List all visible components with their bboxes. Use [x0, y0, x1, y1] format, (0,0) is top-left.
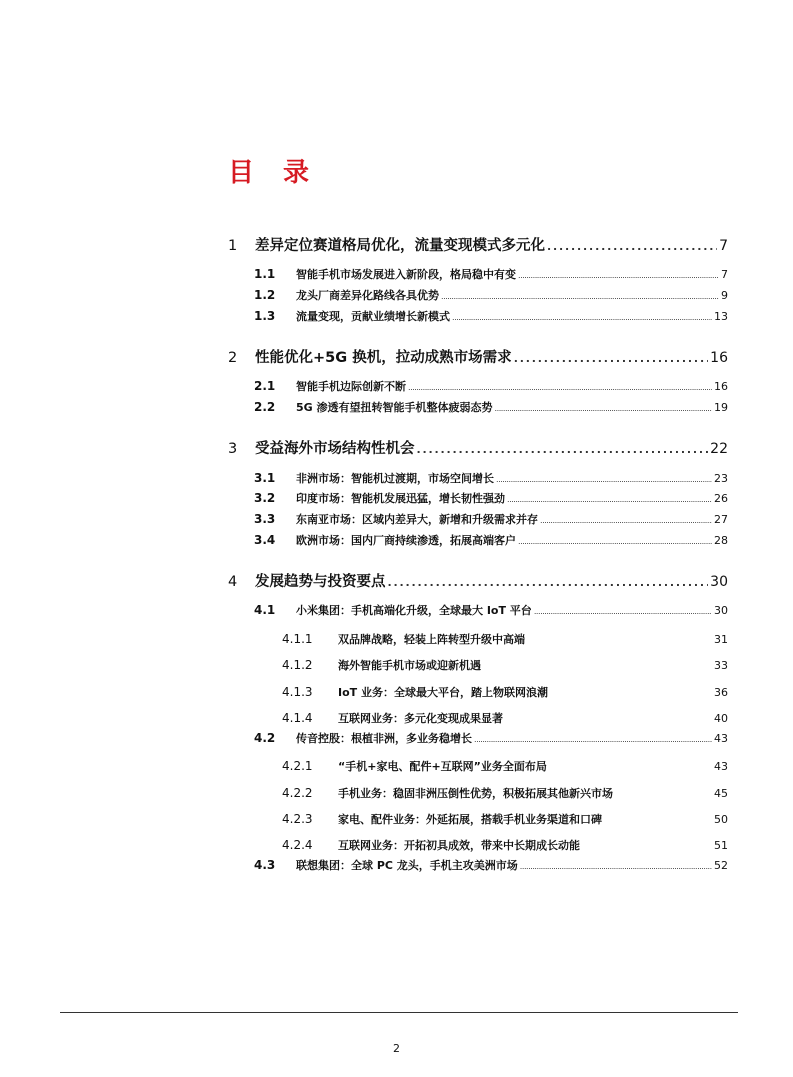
toc-entry-label: 家电、配件业务：外延拓展，搭载手机业务渠道和口碑: [338, 813, 602, 826]
dot-leader: [547, 238, 717, 254]
dot-leader: [496, 472, 712, 485]
toc-entry-1-3[interactable]: [254, 308, 728, 324]
toc-entry-number: 4.2.2: [282, 786, 313, 800]
toc-entry-4-1-3[interactable]: [282, 684, 728, 700]
toc-entry-number: 1: [228, 238, 238, 254]
toc-entry-page: 51: [714, 839, 728, 852]
toc-entry-number: 4.2: [254, 731, 276, 745]
toc-entry-number: 4.1: [254, 603, 276, 617]
toc-entry-number: 4.2.4: [282, 838, 313, 852]
toc-entry-label: 欧洲市场：国内厂商持续渗透，拓展高端客户: [296, 534, 516, 547]
dot-leader: [520, 859, 712, 872]
toc-entry-4-2-4[interactable]: [282, 837, 728, 853]
toc-entry-label: 智能手机边际创新不断: [296, 380, 406, 393]
dot-leader: [417, 441, 709, 457]
toc-entry-label: 差异定位赛道格局优化，流量变现模式多元化: [255, 238, 545, 254]
toc-entry-1-1[interactable]: [254, 266, 728, 282]
toc-entry-number: 2.2: [254, 400, 276, 414]
toc-entry-number: 1.3: [254, 309, 276, 323]
toc-entry-page: 27: [714, 513, 728, 526]
toc-title: 目 录: [228, 158, 320, 188]
toc-entry-page: 40: [714, 712, 728, 725]
toc-entry-label: 5G 渗透有望扭转智能手机整体疲弱态势: [296, 401, 493, 414]
toc-entry-page: 22: [710, 441, 728, 457]
toc-entry-page: 30: [710, 574, 728, 590]
toc-entry-label: 互联网业务：多元化变现成果显著: [338, 712, 503, 725]
toc-entry-label: 海外智能手机市场或迎新机遇: [338, 659, 481, 672]
dot-leader: [507, 492, 712, 505]
toc-entry-page: 13: [714, 310, 728, 323]
dot-leader: [518, 534, 712, 547]
toc-entry-4-2[interactable]: [254, 730, 728, 746]
toc-entry-2-2[interactable]: [254, 399, 728, 415]
toc-entry-label: 联想集团：全球 PC 龙头，手机主攻美洲市场: [296, 859, 518, 872]
toc-entry-page: 19: [714, 401, 728, 414]
toc-entry-4-2-2[interactable]: [282, 785, 728, 801]
dot-leader: [514, 350, 708, 366]
toc-entry-number: 4.1.2: [282, 658, 313, 672]
toc-entry-3-3[interactable]: [254, 511, 728, 527]
toc-entry-label: IoT 业务：全球最大平台，踏上物联网浪潮: [338, 686, 548, 699]
dot-leader: [441, 289, 719, 302]
toc-entry-number: 3.4: [254, 533, 276, 547]
toc-entry-3-2[interactable]: [254, 490, 728, 506]
toc-entry-label: 龙头厂商差异化路线各具优势: [296, 289, 439, 302]
toc-entry-page: 43: [714, 732, 728, 745]
toc-entry-4-1-4[interactable]: [282, 710, 728, 726]
toc-entry-3-4[interactable]: [254, 532, 728, 548]
toc-entry-number: 2.1: [254, 379, 276, 393]
toc-entry-label: 性能优化+5G 换机，拉动成熟市场需求: [255, 350, 512, 366]
toc-entry-4-2-3[interactable]: [282, 811, 728, 827]
toc-entry-page: 43: [714, 760, 728, 773]
toc-entry-label: 智能手机市场发展进入新阶段，格局稳中有变: [296, 268, 516, 281]
toc-entry-page: 33: [714, 659, 728, 672]
toc-entry-page: 30: [714, 604, 728, 617]
toc-entry-4-1-2[interactable]: [282, 657, 728, 673]
toc-entry-4-1-1[interactable]: [282, 631, 728, 647]
footer-page-number: 2: [393, 1042, 400, 1055]
toc-entry-page: 9: [721, 289, 728, 302]
toc-entry-number: 3.2: [254, 491, 276, 505]
toc-entry-page: 26: [714, 492, 728, 505]
toc-entry-page: 52: [714, 859, 728, 872]
dot-leader: [495, 401, 712, 414]
toc-entry-4-1[interactable]: [254, 602, 728, 618]
toc-entry-1[interactable]: [228, 234, 728, 255]
toc-entry-page: 45: [714, 787, 728, 800]
toc-entry-4[interactable]: [228, 570, 728, 591]
dot-leader: [408, 380, 712, 393]
toc-entry-1-2[interactable]: [254, 287, 728, 303]
footer-rule: [60, 1012, 738, 1013]
dot-leader: [388, 574, 709, 590]
dot-leader: [474, 732, 712, 745]
toc-entry-label: 传音控股：根植非洲，多业务稳增长: [296, 732, 472, 745]
toc-entry-label: 受益海外市场结构性机会: [255, 441, 415, 457]
toc-entry-page: 7: [721, 268, 728, 281]
toc-entry-label: 小米集团：手机高端化升级，全球最大 IoT 平台: [296, 604, 532, 617]
toc-entry-number: 2: [228, 350, 238, 366]
toc-entry-3-1[interactable]: [254, 470, 728, 486]
toc-entry-page: 50: [714, 813, 728, 826]
toc-entry-label: 双品牌战略，轻装上阵转型升级中高端: [338, 633, 525, 646]
toc-entry-number: 1.1: [254, 267, 276, 281]
toc-entry-label: 手机业务：稳固非洲压倒性优势，积极拓展其他新兴市场: [338, 787, 613, 800]
dot-leader: [452, 310, 712, 323]
toc-entry-label: 印度市场：智能机发展迅猛，增长韧性强劲: [296, 492, 505, 505]
toc-entry-number: 4.3: [254, 858, 276, 872]
toc-entry-page: 7: [719, 238, 728, 254]
toc-entry-page: 16: [714, 380, 728, 393]
toc-entry-4-2-1[interactable]: [282, 758, 728, 774]
dot-leader: [518, 268, 719, 281]
toc-entry-3[interactable]: [228, 437, 728, 458]
toc-entry-page: 23: [714, 472, 728, 485]
toc-entry-number: 4.1.3: [282, 685, 313, 699]
toc-entry-page: 31: [714, 633, 728, 646]
toc-entry-number: 4.1.4: [282, 711, 313, 725]
toc-entry-number: 1.2: [254, 288, 276, 302]
toc-entry-page: 28: [714, 534, 728, 547]
toc-entry-label: 流量变现，贡献业绩增长新模式: [296, 310, 450, 323]
toc-entry-number: 4.2.3: [282, 812, 313, 826]
toc-entry-number: 4.2.1: [282, 759, 313, 773]
toc-entry-number: 3: [228, 441, 238, 457]
toc-entry-number: 3.1: [254, 471, 276, 485]
toc-entry-4-3[interactable]: [254, 857, 728, 873]
toc-entry-label: “手机+家电、配件+互联网”业务全面布局: [338, 760, 547, 773]
toc-entry-2-1[interactable]: [254, 378, 728, 394]
toc-entry-number: 4.1.1: [282, 632, 313, 646]
toc-entry-2[interactable]: [228, 346, 728, 367]
toc-entry-number: 4: [228, 574, 238, 590]
toc-entry-number: 3.3: [254, 512, 276, 526]
toc-entry-label: 互联网业务：开拓初具成效，带来中长期成长动能: [338, 839, 580, 852]
dot-leader: [540, 513, 712, 526]
toc-entry-page: 36: [713, 686, 728, 699]
toc-entry-label: 发展趋势与投资要点: [255, 574, 386, 590]
toc-entry-label: 非洲市场：智能机过渡期，市场空间增长: [296, 472, 494, 485]
toc-entry-page: 16: [710, 350, 728, 366]
dot-leader: [534, 604, 712, 617]
toc-entry-label: 东南亚市场：区域内差异大，新增和升级需求并存: [296, 513, 538, 526]
